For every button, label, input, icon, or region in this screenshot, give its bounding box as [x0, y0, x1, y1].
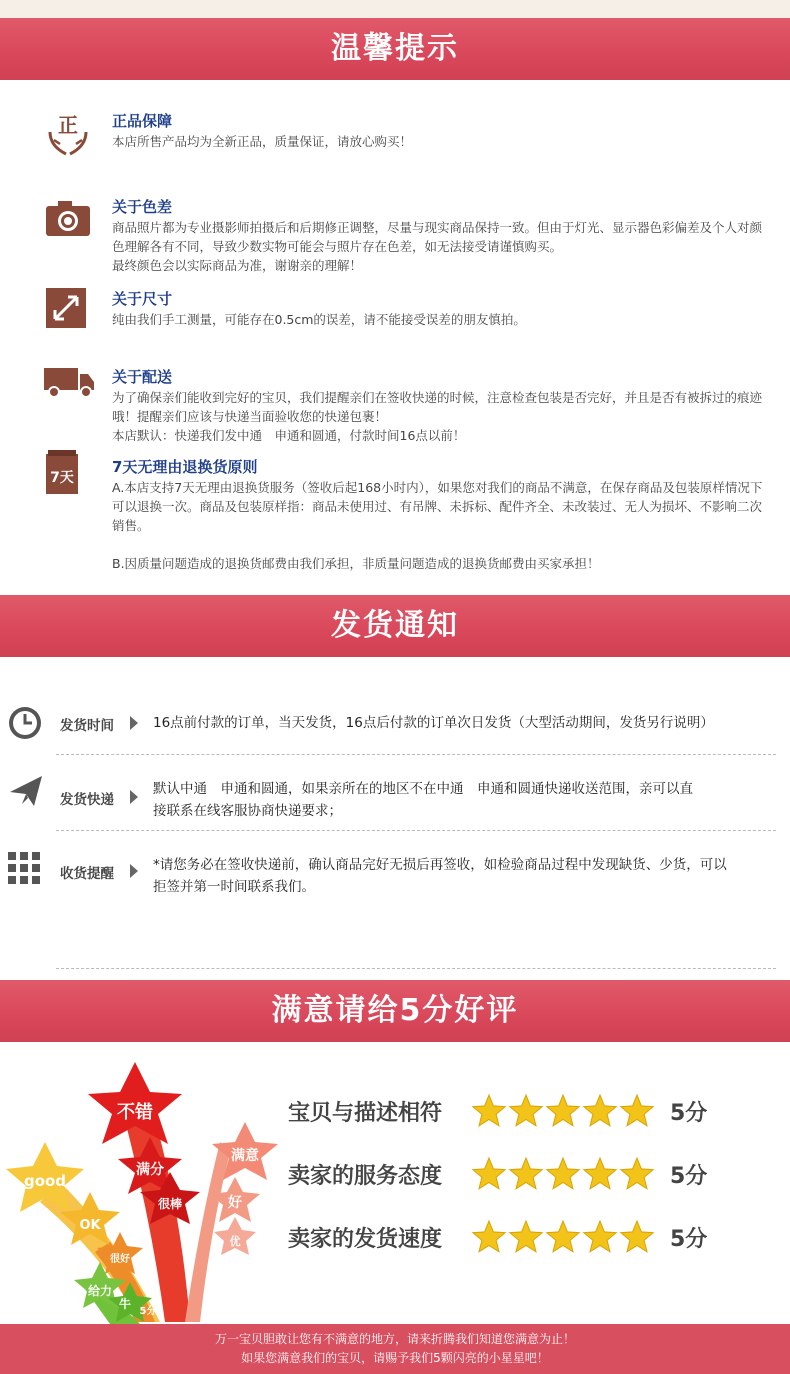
shipping-label: 发货时间	[60, 718, 114, 734]
genuine-hands-icon	[44, 110, 92, 154]
rating-label: 卖家的发货速度	[288, 1227, 443, 1252]
star-icon	[621, 1158, 653, 1189]
tip-return-policy	[0, 456, 790, 576]
shipping-text: 默认中通 申通和圆通，如果亲所在的地区不在中通 申通和圆通快递收送范围，亲可以直 接联系在线客服协商快递要求；	[153, 781, 693, 819]
resize-arrow-icon	[44, 286, 92, 330]
star-icon	[584, 1221, 616, 1252]
shipping-label: 发货快递	[60, 792, 114, 808]
rating-title: 满意请给5分好评	[271, 993, 519, 1028]
rating-row	[288, 1092, 728, 1132]
tip-body: 纯由我们手工测量，可能存在0.5cm的误差，请不能接受误差的朋友慎拍。	[112, 312, 526, 327]
rating-label: 卖家的服务态度	[288, 1164, 443, 1189]
shipping-text: *请您务必在签收快递前，确认商品完好无损后再签收，如检验商品过程中发现缺货、少货，可以 拒签并第一时间联系我们。	[153, 857, 727, 895]
tip-body: 商品照片都为专业摄影师拍摄后和后期修正调整，尽量与现实商品保持一致。但由于灯光、显示器色彩偏差及个人对颜色理解各有不同，导致少数实物可能会与照片存在色差，如无法接受请谨慎购买。 最终颜色会以实际商品为准，谢谢亲的理解！	[112, 220, 763, 273]
tip-title: 正品保障	[112, 112, 173, 130]
tip-body: 本店所售产品均为全新正品，质量保证，请放心购买！	[112, 134, 413, 149]
tip-genuine	[0, 110, 790, 160]
svg-text:正: 正	[58, 113, 78, 137]
star-icon	[473, 1158, 505, 1189]
shipping-banner	[0, 595, 790, 657]
tip-title: 7天无理由退换货原则	[112, 458, 258, 476]
svg-text:good: good	[23, 1172, 67, 1190]
five-stars	[471, 1092, 661, 1130]
star-icon	[510, 1221, 542, 1252]
grid-icon	[8, 852, 44, 888]
rating-score: 5分	[670, 1101, 708, 1126]
svg-text:优: 优	[229, 1235, 241, 1248]
star-icon	[510, 1095, 542, 1126]
arrow-right-icon	[130, 864, 138, 878]
svg-text:满意: 满意	[231, 1148, 259, 1164]
svg-text:好: 好	[228, 1195, 242, 1211]
divider	[56, 830, 776, 831]
star-icon	[547, 1221, 579, 1252]
tips-banner	[0, 18, 790, 80]
svg-text:很好: 很好	[110, 1254, 130, 1265]
star-icon	[510, 1158, 542, 1189]
star-icon	[621, 1221, 653, 1252]
rating-area	[0, 1042, 790, 1324]
tip-body: A.本店支持7天无理由退换货服务（签收后起168小时内），如果您对我们的商品不满意，在保存商品及包装原样情况下可以退换一次。商品及包装原样指：商品未使用过、有吊牌、未拆标、配件齐全、未改装过、无人为损坏、不影响二次销售。 B.因质量问题造成的退换货邮费由我们承担，非质量问题造成的退换货邮费由买家承担！	[112, 480, 763, 571]
svg-text:很棒: 很棒	[157, 1197, 183, 1211]
svg-text:牛: 牛	[118, 1297, 132, 1311]
star-icon	[621, 1095, 653, 1126]
svg-text:5分: 5分	[139, 1306, 157, 1317]
rating-banner	[0, 980, 790, 1042]
tip-title: 关于尺寸	[112, 290, 173, 308]
tip-body: 为了确保亲们能收到完好的宝贝，我们提醒亲们在签收快递的时候，注意检查包装是否完好，并且是否有被拆过的痕迹哦！提醒亲们应该与快递当面验收您的快递包裹！ 本店默认：快递我们发中通 申通和圆通，付款时间16点以前！	[112, 390, 763, 443]
footer-line: 万一宝贝胆敢让您有不满意的地方，请来折腾我们知道您满意为止！	[214, 1332, 575, 1346]
five-stars	[471, 1218, 661, 1256]
arrow-right-icon	[130, 790, 138, 804]
tip-title: 关于色差	[112, 198, 173, 216]
tip-delivery	[0, 366, 790, 446]
svg-text:7天: 7天	[50, 470, 74, 486]
svg-text:不错: 不错	[117, 1102, 153, 1123]
rating-row	[288, 1155, 728, 1195]
rating-score: 5分	[670, 1227, 708, 1252]
svg-text:给力: 给力	[87, 1284, 113, 1298]
star-icon	[584, 1158, 616, 1189]
tips-title: 温馨提示	[331, 31, 459, 66]
airplane-icon	[8, 772, 44, 808]
truck-icon	[44, 366, 92, 410]
svg-text:OK: OK	[79, 1218, 101, 1233]
seven-day-calendar-icon	[44, 450, 92, 494]
shipping-title: 发货通知	[331, 608, 459, 643]
tip-title: 关于配送	[112, 368, 173, 386]
rating-row	[288, 1218, 728, 1258]
footer-line: 如果您满意我们的宝贝，请赐予我们5颗闪亮的小星星吧！	[241, 1351, 549, 1365]
footer-note	[0, 1324, 790, 1374]
divider	[56, 754, 776, 755]
tip-color	[0, 196, 790, 276]
rating-score: 5分	[670, 1164, 708, 1189]
shipping-label: 收货提醒	[60, 866, 114, 882]
praise-stars-graphic	[0, 1042, 290, 1324]
star-icon	[473, 1095, 505, 1126]
arrow-right-icon	[130, 716, 138, 730]
svg-text:满分: 满分	[136, 1162, 164, 1178]
five-stars	[471, 1155, 661, 1193]
star-icon	[473, 1221, 505, 1252]
divider	[56, 968, 776, 969]
star-icon	[584, 1095, 616, 1126]
camera-icon	[44, 198, 92, 242]
clock-icon	[8, 706, 44, 742]
tip-size	[0, 288, 790, 338]
rating-label: 宝贝与描述相符	[288, 1101, 443, 1126]
shipping-text: 16点前付款的订单，当天发货，16点后付款的订单次日发货（大型活动期间，发货另行说明）	[153, 715, 714, 731]
star-icon	[547, 1158, 579, 1189]
top-strip	[0, 0, 790, 18]
star-icon	[547, 1095, 579, 1126]
